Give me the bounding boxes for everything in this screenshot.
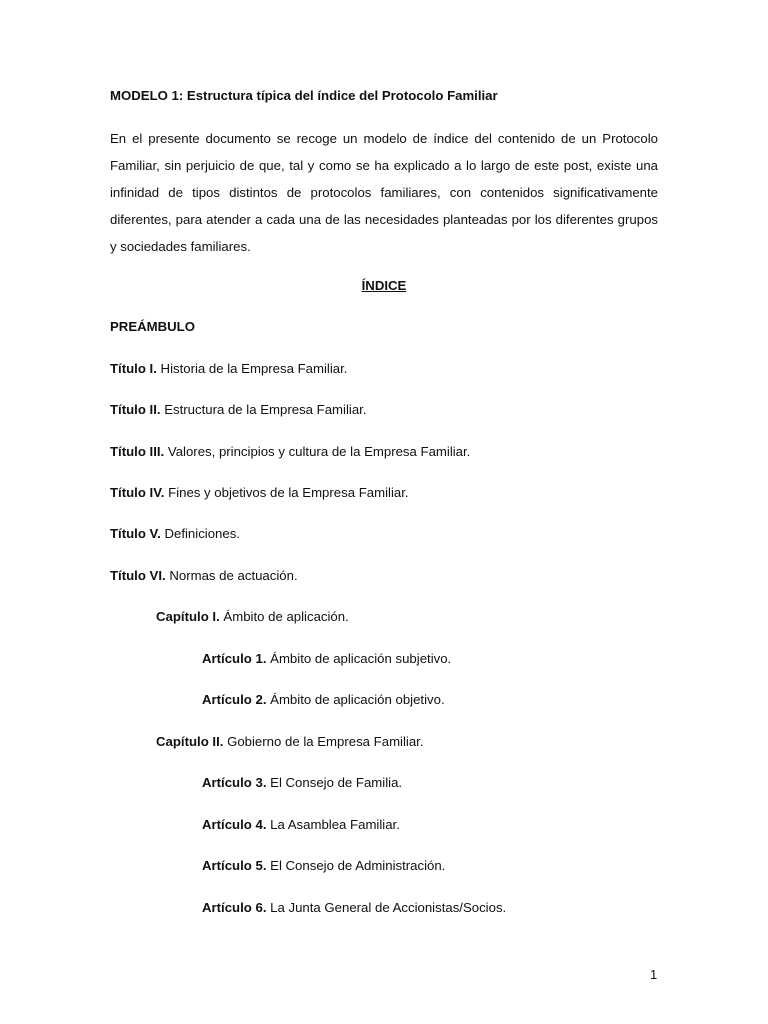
index-entry-capitulo-1 xyxy=(156,609,349,624)
index-entry-titulo-4 xyxy=(110,485,409,500)
entry-label: Título I. xyxy=(110,361,157,376)
index-entry-titulo-1 xyxy=(110,361,347,376)
entry-label: Título VI. xyxy=(110,568,166,583)
index-entry-articulo-4 xyxy=(202,817,400,832)
index-entry-articulo-5 xyxy=(202,858,445,873)
entry-text: Definiciones. xyxy=(160,526,240,541)
index-entry-titulo-6 xyxy=(110,568,298,583)
document-heading: MODELO 1: Estructura típica del índice del Protocolo Familiar xyxy=(110,88,498,103)
entry-text: Estructura de la Empresa Familiar. xyxy=(160,402,367,417)
entry-label: Artículo 6. xyxy=(202,900,267,915)
intro-paragraph: En el presente documento se recoge un modelo de índice del contenido de un Protocolo Familiar, sin perjuicio de que, tal y como se ha explicado a lo largo de este post, existe una infinidad de tipos distintos de protocolos familiares, con contenidos significativamente diferentes, para atender a cada una de las necesidades planteadas por los diferentes grupos y sociedades familiares. xyxy=(110,131,658,254)
index-entry-articulo-6 xyxy=(202,900,506,915)
index-entry-capitulo-2 xyxy=(156,734,424,749)
index-entry-articulo-2 xyxy=(202,692,445,707)
index-title: ÍNDICE xyxy=(361,278,407,293)
entry-text: Gobierno de la Empresa Familiar. xyxy=(223,734,424,749)
entry-label: Título III. xyxy=(110,444,165,459)
entry-label: Título II. xyxy=(110,402,161,417)
entry-text: La Asamblea Familiar. xyxy=(266,817,400,832)
entry-label: Título IV. xyxy=(110,485,165,500)
page-number: 1 xyxy=(650,967,658,982)
entry-label: Artículo 1. xyxy=(202,651,267,666)
entry-label: Título V. xyxy=(110,526,161,541)
entry-text: Valores, principios y cultura de la Empresa Familiar. xyxy=(164,444,471,459)
entry-text: Ámbito de aplicación. xyxy=(219,609,349,624)
index-entry-articulo-1 xyxy=(202,651,451,666)
index-entry-titulo-2 xyxy=(110,402,367,417)
entry-text: Historia de la Empresa Familiar. xyxy=(156,361,348,376)
entry-label: Artículo 4. xyxy=(202,817,267,832)
index-entry-titulo-5 xyxy=(110,526,240,541)
entry-label: Artículo 2. xyxy=(202,692,267,707)
entry-text: Fines y objetivos de la Empresa Familiar. xyxy=(164,485,409,500)
entry-text: Ámbito de aplicación objetivo. xyxy=(266,692,445,707)
preamble-heading: PREÁMBULO xyxy=(110,319,195,334)
entry-label: Capítulo I. xyxy=(156,609,220,624)
entry-text: Normas de actuación. xyxy=(165,568,298,583)
entry-text: La Junta General de Accionistas/Socios. xyxy=(266,900,507,915)
entry-text: El Consejo de Familia. xyxy=(266,775,403,790)
entry-label: Artículo 3. xyxy=(202,775,267,790)
entry-text: El Consejo de Administración. xyxy=(266,858,446,873)
entry-label: Artículo 5. xyxy=(202,858,267,873)
index-entry-articulo-3 xyxy=(202,775,402,790)
entry-text: Ámbito de aplicación subjetivo. xyxy=(266,651,452,666)
entry-label: Capítulo II. xyxy=(156,734,224,749)
index-entry-titulo-3 xyxy=(110,444,470,459)
